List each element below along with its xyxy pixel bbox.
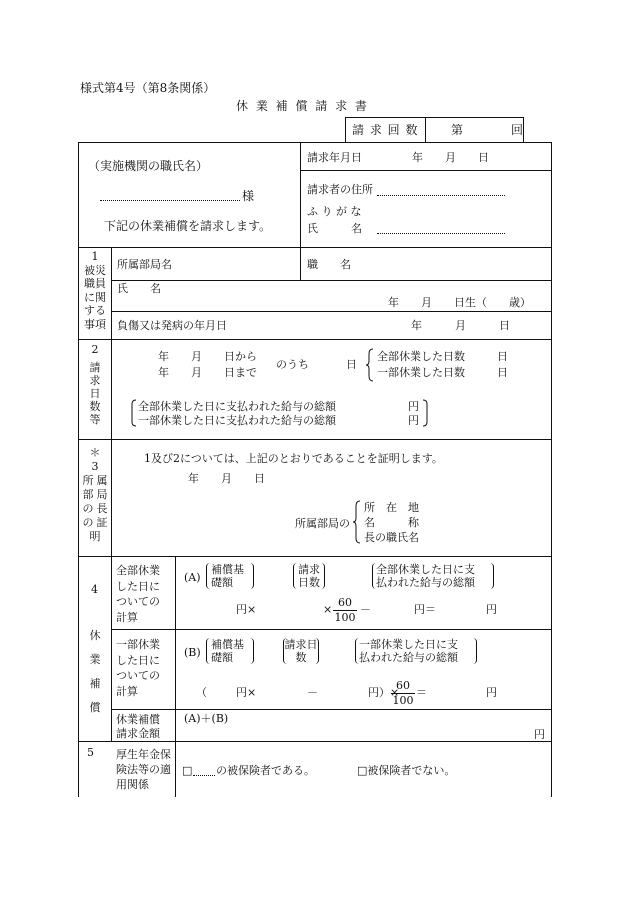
partial-days-unit: 日	[497, 366, 508, 379]
birth-date-fields[interactable]: 年 月 日生（ 歳）	[388, 296, 531, 309]
honorific: 様	[242, 189, 255, 203]
furigana-label: ふ り が な	[307, 205, 362, 218]
injury-date-label: 負傷又は発病の年月日	[117, 319, 227, 332]
certification-date[interactable]: 年 月 日	[188, 472, 265, 485]
full-calc-label: 全部休業 した日に ついての 計算	[116, 564, 160, 624]
mark-b: (B)	[184, 646, 201, 659]
location-label: 所 在 地	[364, 501, 419, 514]
partial-close-yen-times: 円）×	[368, 686, 400, 699]
right-bracket-salary	[422, 399, 428, 427]
days-unit: 日	[346, 358, 357, 371]
section4-number: 4	[91, 583, 98, 596]
section2-heading: 2 請 求 日 数 等	[89, 343, 101, 426]
partial-request-days-box: 請求日 数	[284, 638, 318, 664]
requester-name-label: 氏 名	[307, 222, 362, 235]
partial-salary-box: 一部休業した日に支 払われた給与の総額	[355, 638, 477, 664]
left-brace-department	[353, 500, 361, 544]
full-result-yen: 円	[486, 603, 497, 616]
agency-name-field[interactable]	[100, 200, 240, 201]
partial-days-label: 一部休業した日数	[377, 366, 465, 379]
address-label: 請求者の住所	[307, 183, 373, 196]
partial-open-paren: （	[196, 686, 207, 699]
partial-result-yen: 円	[486, 686, 497, 699]
partial-base-amount-box: 補償基 礎額	[206, 638, 254, 664]
section4-heading: 休 業 補 償	[89, 629, 101, 714]
full-days-label: 全部休業した日数	[377, 350, 465, 363]
insurance-law-field[interactable]	[193, 775, 215, 776]
left-bracket-salary	[131, 399, 137, 427]
partial-salary-yen: 円	[408, 414, 419, 427]
period-from[interactable]: 年 月 日から	[158, 350, 257, 363]
request-statement: 下記の休業補償を請求します。	[104, 219, 272, 233]
section3-heading: ＊ 3 所 部 の の 属 局 長 証 明	[82, 446, 108, 543]
injury-date-fields[interactable]: 年 月 日	[411, 319, 510, 332]
form-number: 様式第4号（第8条関係）	[80, 81, 216, 95]
period-to[interactable]: 年 月 日まで	[158, 366, 257, 379]
employee-name-label: 氏 名	[117, 282, 161, 295]
address-field[interactable]	[377, 195, 505, 196]
request-count-label: 請 求 回 数	[352, 123, 419, 137]
insured-checkbox[interactable]: □	[182, 764, 193, 777]
of-which-label: のうち	[276, 358, 309, 371]
position-label: 職 名	[307, 258, 351, 271]
not-insured-option[interactable]: □被保険者でない。	[357, 764, 456, 777]
agency-name-label: （実施機関の職氏名）	[88, 159, 209, 173]
full-base-amount-box: 補償基 礎額	[206, 563, 254, 589]
section5-number: 5	[87, 746, 94, 759]
sum-formula: (A)＋(B)	[184, 712, 229, 725]
department-prefix: 所属部局の	[295, 517, 350, 530]
full-fraction: 60 100	[334, 596, 356, 624]
full-salary-yen: 円	[408, 400, 419, 413]
insured-option-label: の被保険者である。	[216, 764, 315, 777]
section1-heading: 1 被災 職員 に関 する 事項	[84, 250, 106, 331]
total-yen: 円	[534, 728, 545, 741]
request-date-label: 請求年月日	[307, 151, 362, 164]
full-request-days-box: 請求 日数	[293, 563, 325, 589]
full-times: ×	[323, 603, 333, 616]
full-salary-label: 全部休業した日に支払われた給与の総額	[138, 400, 336, 413]
mark-a: (A)	[184, 571, 201, 584]
pension-label: 厚生年金保 険法等の適 用関係	[116, 748, 171, 791]
total-amount-label: 休業補償 請求金額	[116, 713, 160, 740]
request-date-fields[interactable]: 年 月 日	[412, 151, 489, 164]
request-count-value: 第 回	[451, 123, 524, 137]
partial-calc-label: 一部休業 した日に ついての 計算	[116, 638, 160, 698]
full-salary-box: 全部休業した日に支 払われた給与の総額	[372, 563, 494, 589]
full-minus: －	[360, 603, 371, 616]
department-label: 所属部局名	[117, 258, 172, 271]
organization-name-label: 名 称	[364, 516, 419, 529]
form-title: 休 業 補 償 請 求 書	[236, 99, 369, 113]
partial-salary-label: 一部休業した日に支払われた給与の総額	[138, 414, 336, 427]
left-brace-days	[366, 348, 374, 382]
partial-equals: ＝	[416, 686, 427, 699]
full-yen-equals: 円＝	[414, 603, 436, 616]
certification-statement: 1及び2については、上記のとおりであることを証明します。	[144, 452, 443, 465]
requester-name-field[interactable]	[377, 233, 505, 234]
full-yen-times: 円×	[236, 603, 257, 616]
partial-fraction: 60 100	[392, 679, 414, 707]
partial-yen-times: 円×	[236, 686, 257, 699]
full-days-unit: 日	[497, 350, 508, 363]
partial-minus: －	[307, 686, 318, 699]
head-title-name-label: 長の職氏名	[364, 531, 419, 544]
